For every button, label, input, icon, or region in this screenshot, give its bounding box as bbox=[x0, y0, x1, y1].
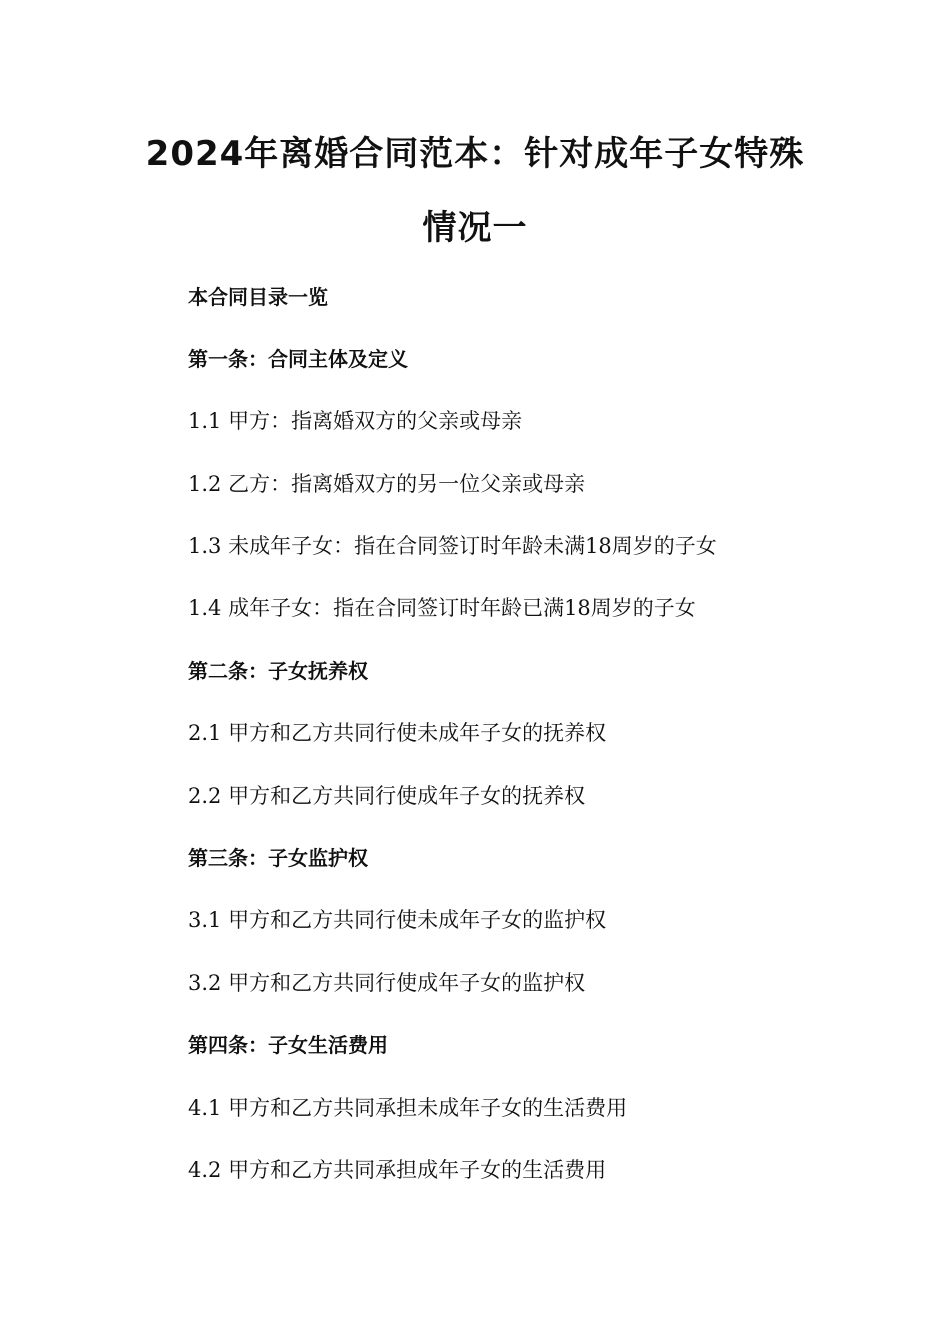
clause-2-1: 2.1 甲方和乙方共同行使未成年子女的抚养权 bbox=[188, 721, 607, 745]
article-2-heading: 第二条：子女抚养权 bbox=[188, 659, 368, 683]
article-3-heading: 第三条：子女监护权 bbox=[188, 846, 368, 870]
clause-1-2: 1.2 乙方：指离婚双方的另一位父亲或母亲 bbox=[188, 472, 586, 496]
clause-1-4: 1.4 成年子女：指在合同签订时年龄已满18周岁的子女 bbox=[188, 596, 696, 620]
document-title-line-2: 情况一 bbox=[422, 208, 528, 248]
clause-4-2: 4.2 甲方和乙方共同承担成年子女的生活费用 bbox=[188, 1158, 607, 1182]
clause-1-3: 1.3 未成年子女：指在合同签订时年龄未满18周岁的子女 bbox=[188, 534, 717, 558]
clause-1-1: 1.1 甲方：指离婚双方的父亲或母亲 bbox=[188, 409, 523, 433]
document-title-line-1: 2024年离婚合同范本：针对成年子女特殊 bbox=[145, 134, 805, 174]
article-4-heading: 第四条：子女生活费用 bbox=[188, 1033, 388, 1057]
clause-2-2: 2.2 甲方和乙方共同行使成年子女的抚养权 bbox=[188, 784, 586, 808]
clause-3-1: 3.1 甲方和乙方共同行使未成年子女的监护权 bbox=[188, 908, 607, 932]
clause-4-1: 4.1 甲方和乙方共同承担未成年子女的生活费用 bbox=[188, 1096, 628, 1120]
article-1-heading: 第一条：合同主体及定义 bbox=[188, 347, 408, 371]
clause-3-2: 3.2 甲方和乙方共同行使成年子女的监护权 bbox=[188, 971, 586, 995]
toc-heading: 本合同目录一览 bbox=[188, 285, 328, 309]
